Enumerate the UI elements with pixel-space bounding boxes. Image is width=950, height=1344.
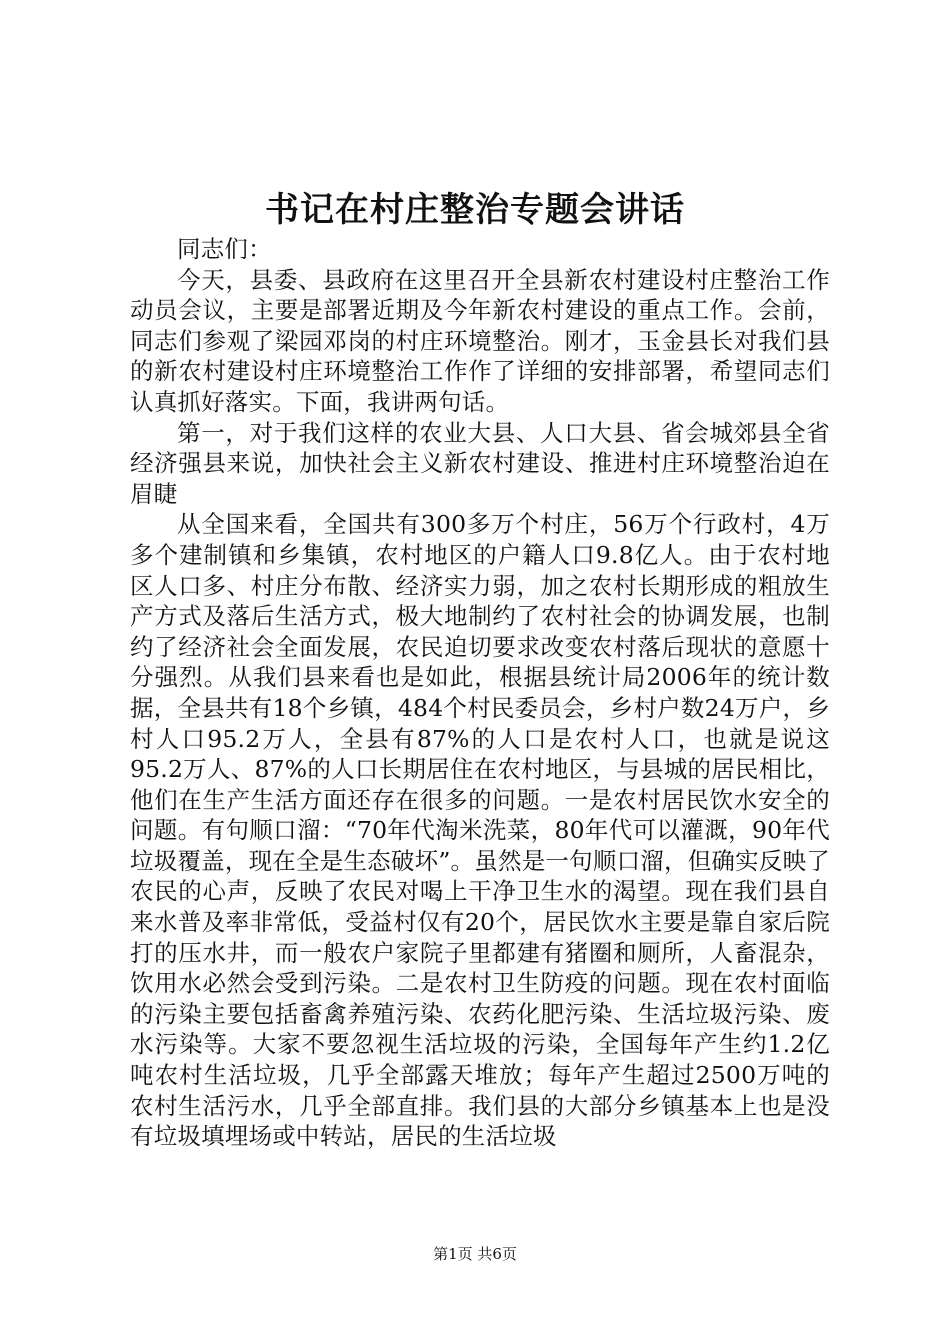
intro-paragraph: 今天，县委、县政府在这里召开全县新农村建设村庄整治工作动员会议，主要是部署近期及今年新农村建设的重点工作。会前，同志们参观了梁园邓岗的村庄环境整治。刚才，玉金县长对我们县的新农村建设村庄环境整治工作作了详细的安排部署，希望同志们认真抓好落实。下面，我讲两句话。: [130, 265, 830, 416]
document-title: 书记在村庄整治专题会讲话: [265, 190, 685, 230]
page-footer: 第1页 共6页: [433, 1245, 517, 1263]
document-body: [130, 234, 830, 1152]
body-paragraph: 从全国来看，全国共有300多万个村庄，56万个行政村，4万多个建制镇和乡集镇，农村地区的户籍人口9.8亿人。由于农村地区人口多、村庄分布散、经济实力弱，加之农村长期形成的粗放生产方式及落后生活方式，极大地制约了农村社会的协调发展，也制约了经济社会全面发展，农民迫切要求改变农村落后现状的意愿十分强烈。从我们县来看也是如此，根据县统计局2006年的统计数据，全县共有18个乡镇，484个村民委员会，乡村户数24万户，乡村人口95.2万人，全县有87%的人口是农村人口，也就是说这95.2万人、87%的人口长期居住在农村地区，与县城的居民相比，他们在生产生活方面还存在很多的问题。一是农村居民饮水安全的问题。有句顺口溜：“70年代淘米洗菜，80年代可以灌溉，90年代垃圾覆盖，现在全是生态破坏”。虽然是一句顺口溜，但确实反映了农民的心声，反映了农民对喝上干净卫生水的渴望。现在我们县自来水普及率非常低，受益村仅有20个，居民饮水主要是靠自家后院打的压水井，而一般农户家院子里都建有猪圈和厕所，人畜混杂，饮用水必然会受到污染。二是农村卫生防疫的问题。现在农村面临的污染主要包括畜禽养殖污染、农药化肥污染、生活垃圾污染、废水污染等。大家不要忽视生活垃圾的污染，全国每年产生约1.2亿吨农村生活垃圾，几乎全部露天堆放；每年产生超过2500万吨的农村生活污水，几乎全部直排。我们县的大部分乡镇基本上也是没有垃圾填埋场或中转站，居民的生活垃圾: [130, 510, 830, 1151]
salutation-paragraph: 同志们：: [177, 235, 272, 263]
section-heading-paragraph: 第一，对于我们这样的农业大县、人口大县、省会城郊县全省经济强县来说，加快社会主义新农村建设、推进村庄环境整治迫在眉睫: [130, 418, 830, 508]
